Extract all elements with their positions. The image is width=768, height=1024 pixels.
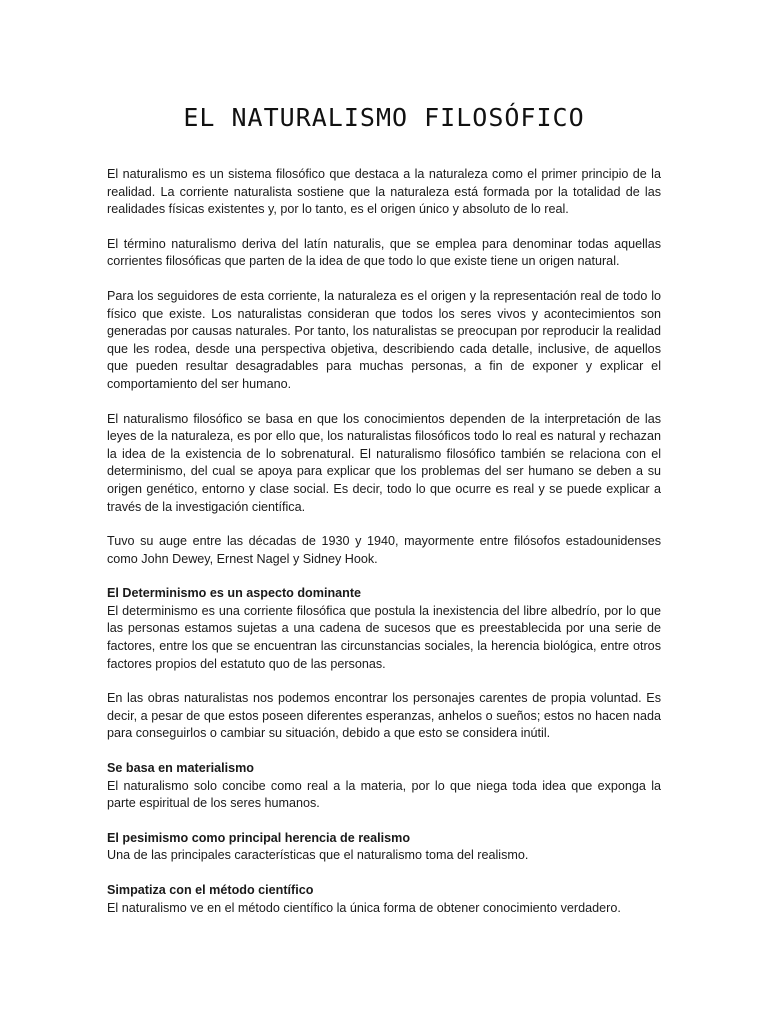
section-heading: El Determinismo es un aspecto dominante [107, 586, 362, 601]
section-determinism [107, 585, 661, 673]
page-title: EL NATURALISMO FILOSÓFICO [183, 102, 585, 132]
section-scientific-method [107, 882, 661, 917]
section-pessimism [107, 830, 661, 865]
section-heading: Se basa en materialismo [107, 761, 254, 776]
paragraph-etymology: El término naturalismo deriva del latín naturalis, que se emplea para denominar todas aquellas corrientes filosóficas que parten de la idea de que todo lo que existe tiene un origen natural. [107, 236, 661, 269]
section-materialism [107, 760, 661, 813]
section-text: Una de las principales características que el naturalismo toma del realismo. [107, 848, 529, 863]
section-text: El naturalismo solo concibe como real a la materia, por lo que niega toda idea que exponga la parte espiritual de los seres humanos. [107, 778, 661, 811]
section-heading: El pesimismo como principal herencia de realismo [107, 830, 411, 845]
section-text: El naturalismo ve en el método científico la única forma de obtener conocimiento verdadero. [107, 900, 621, 915]
section-text: El determinismo es una corriente filosófica que postula la inexistencia del libre albedrío, por lo que las personas estamos sujetas a una cadena de sucesos que es preestablecida por una serie de factores, entre los que se encuentran las circunstancias sociales, la herencia biológica, entre otros factores propios del estatuto quo de las personas. [107, 603, 661, 671]
section-heading: Simpatiza con el método científico [107, 883, 314, 897]
paragraph-followers: Para los seguidores de esta corriente, la naturaleza es el origen y la representación real de todo lo físico que existe. Los naturalistas consideran que todos los seres vivos y acontecimientos son generadas por causas naturales. Por tanto, los naturalistas se preocupan por reproducir la realidad que les rodea, desde una perspectiva objetiva, describiendo cada detalle, inclusive, de aquellos que pueden resultar desagradables para muchas personas, a fin de exponer y explicar el comportamiento del ser humano. [107, 288, 661, 391]
paragraph-characters: En las obras naturalistas nos podemos encontrar los personajes carentes de propia voluntad. Es decir, a pesar de que estos poseen diferentes esperanzas, anhelos o sueños; estos no hacen nada para conseguirlos o cambiar su situación, debido a que esto se considera inútil. [107, 691, 661, 741]
paragraph-history: Tuvo su auge entre las décadas de 1930 y 1940, mayormente entre filósofos estadounidenses como John Dewey, Ernest Nagel y Sidney Hook. [107, 534, 661, 566]
paragraph-intro: El naturalismo es un sistema filosófico que destaca a la naturaleza como el primer principio de la realidad. La corriente naturalista sostiene que la naturaleza está formada por la totalidad de las realidades físicas existentes y, por lo tanto, es el origen único y absoluto de lo real. [107, 167, 661, 217]
paragraph-philosophical: El naturalismo filosófico se basa en que los conocimientos dependen de la interpretación de las leyes de la naturaleza, es por ello que, los naturalistas filosóficos todo lo real es natural y rechazan la idea de la existencia de lo sobrenatural. El naturalismo filosófico también se relaciona con el determinismo, del cual se apoya para explicar que los problemas del ser humano se deben a su origen genético, entorno y clase social. Es decir, todo lo que ocurre es real y se puede explicar a través de la investigación científica. [107, 411, 661, 514]
document-body [107, 166, 661, 934]
